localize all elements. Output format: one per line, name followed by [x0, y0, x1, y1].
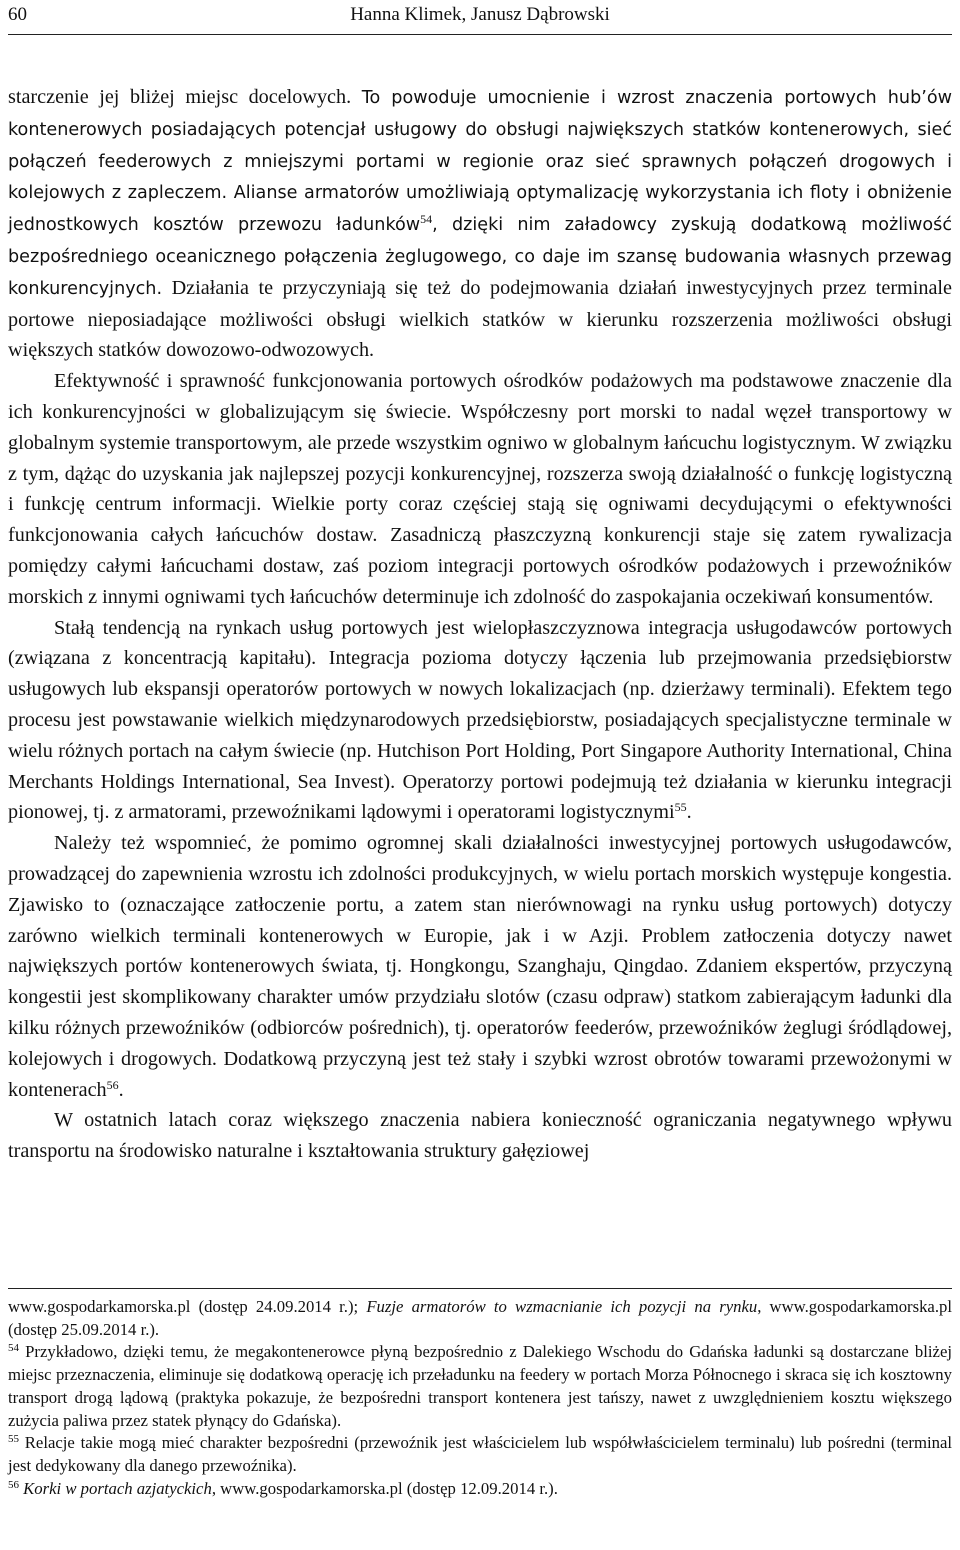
paragraph-1-sans-run-3: , dzięki nim załadowcy zyskują dodatkową możliwość bezpośredniego oceanicznego połączenia żeglugowego, co daje im szansę budowania własnych przewag konkurencyjnych. [8, 215, 952, 299]
page-number: 60 [8, 4, 27, 25]
paragraph-3-text: Stałą tendencją na rynkach usług portowych jest wielopłaszczyznowa integracja usługodawców portowych (związana z koncentracją kapitału). Integracja pozioma dotyczy łączenia lub przejmowania przedsiębiorstw usługowych lub ekspansji operatorów portowych w nowych lokalizacjach (np. dzierżawy terminali). Efektem tego procesu jest powstawanie wielkich międzynarodowych przedsiębiorstw, posiadających specjalistyczne terminale w wielu różnych portach na całym świecie (np. Hutchison Port Holding, Port Singapore Authority International, China Merchants Holdings International, Sea Invest). Operatorzy portowi podejmują też działania w kierunku integracji pionowej, tj. z armatorami, przewoźnikami lądowymi i operatorami logistycznymi [8, 616, 952, 824]
body-text [8, 82, 952, 1167]
paragraph-1-end: Działania te przyczyniają się też do podejmowania działań inwestycyjnych przez terminale portowe nieposiadające możliwości obsługi wielkich statków w kierunku rozszerzenia możliwości obsługi większych statków dowozowo-odwozowych. [8, 276, 952, 362]
footnote-56: $^{56}$ Korki w portach azjatyckich, www.gospodarkamorska.pl (dostęp 12.09.2014 r.). [8, 1478, 558, 1498]
paragraph-1-start: starczenie jej bliżej miejsc docelowych. [8, 86, 362, 108]
footnote-number-56: 56 [8, 1478, 19, 1491]
footnote-ref-56: 56 [106, 1077, 119, 1092]
footnote-continued-title: Fuzje armatorów to wzmacnianie ich pozycji na rynku [366, 1297, 758, 1316]
paragraph-1 [8, 82, 952, 366]
paragraph-1-sans-run-1: To powoduje umocnienie i wzrost znaczenia portowych hub’ów kontenerowych posiadających potencjał usługowy do obsługi największych statków kontenerowych, sieć połączeń feederowych z mniejszymi portami w regionie oraz sieć sprawnych połączeń drogowych i kolejowych z zapleczem. [8, 88, 952, 204]
paragraph-4-text: Należy też wspomnieć, że pomimo ogromnej skali działalności inwestycyjnej portowych usługodawców, prowadzącej do zapewnienia wzrostu ich zdolności produkcyjnych, w wielu portach morskich występuje kongestia. Zjawisko to (oznaczające zatłoczenie portu, a zatem stan nierównowagi na rynku usług portowych) dotyczy zarówno wielkich terminali kontenerowych w Europie, jak i w Azji. Problem zatłoczenia dotyczy nawet największych portów kontenerowych świata, tj. Hongkongu, Szanghaju, Qingdao. Zdaniem ekspertów, przyczyną kongestii jest skomplikowany charakter umów przydziału slotów (czasu odpraw) statkom zabierającym ładunki dla kilku różnych przewoźników (odbiorców pośrednich), tj. operatorów feederów, przewoźników żeglugi śródlądowej, kolejowych i drogowych. Dodatkową przyczyną jest też stały i szybki wzrost obrotów towarami przewożonymi w kontenerach [8, 832, 952, 1101]
paragraph-3-end: . [686, 801, 692, 824]
paragraph-4-end: . [118, 1078, 124, 1101]
footnote-ref-55: 55 [674, 800, 687, 815]
footnote-number-55: 55 [8, 1433, 19, 1446]
paragraph-4 [8, 828, 952, 1105]
footnote-number-54: 54 [8, 1342, 19, 1355]
footnote-ref-54: 54 [420, 212, 433, 227]
footnote-separator [8, 1288, 952, 1289]
footnote-55: $^{55}$ Relacje takie mogą mieć charakter bezpośredni (przewoźnik jest właścicielem lub współwłaścicielem terminalu) lub pośredni (terminal jest dedykowany dla danego przewoźnika). [8, 1433, 952, 1475]
footnotes [8, 1296, 952, 1500]
paragraph-2: Efektywność i sprawność funkcjonowania portowych ośrodków podażowych ma podstawowe znaczenie dla ich konkurencyjności w globalizującym się świecie. Współczesny port morski to nadal węzeł transportowy w globalnym systemie transportowym, ale przede wszystkim ogniwo w globalnym łańcuchu logistycznym. W związku z tym, dążąc do uzyskania jak najlepszej pozycji konkurencyjnej, rozszerza swoją działalność o funkcję logistyczną i funkcję centrum informacji. Wielkie porty coraz częściej stają się ogniwami decydującymi o efektywności funkcjonowania całych łańcuchów dostaw. Zasadniczą płaszczyzną konkurencji staje się zatem rywalizacja pomiędzy całymi łańcuchami dostaw, zaś poziom integracji portowych ośrodków podażowych i przewoźników morskich z innymi ogniwami tych łańcuchów determinuje ich zdolność do zaspokajania oczekiwań konsumentów. [8, 370, 952, 608]
page-header [8, 0, 952, 35]
footnote-56-title: Korki w portach azjatyckich [19, 1478, 212, 1498]
paragraph-5: W ostatnich latach coraz większego znaczenia nabiera konieczność ograniczania negatywnego wpływu transportu na środowisko naturalne i kształtowania struktury gałęziowej [8, 1109, 952, 1163]
footnote-continued: www.gospodarkamorska.pl (dostęp 24.09.2014 r.); Fuzje armatorów to wzmacnianie ich pozycji na rynku, www.gospodarkamorska.pl (dostęp 25.09.2014 r.). [8, 1297, 952, 1339]
footnote-54: $^{54}$ Przykładowo, dzięki temu, że megakontenerowce płyną bezpośrednio z Dalekiego Wschodu do Gdańska ładunki są dostarczane bliżej miejsc przeznaczenia, eliminuje się dodatkową operację ich przeładunku na feedery w portach Morza Północnego i skraca się ich kosztowny transport drogą lądową (praktyka pokazuje, że bezpośredni transport kontenera jest tańszy, nawet z uwzględnieniem kosztu większego zużycia paliwa przez statek płynący do Gdańska). [8, 1342, 952, 1430]
paragraph-1-sans-run-2: Alianse armatorów umożliwiają optymalizację wykorzystania ich floty i obniżenie jednostkowych kosztów przewozu ładunków [8, 183, 952, 236]
running-head-authors: Hanna Klimek, Janusz Dąbrowski [350, 4, 610, 25]
paragraph-3 [8, 613, 952, 829]
